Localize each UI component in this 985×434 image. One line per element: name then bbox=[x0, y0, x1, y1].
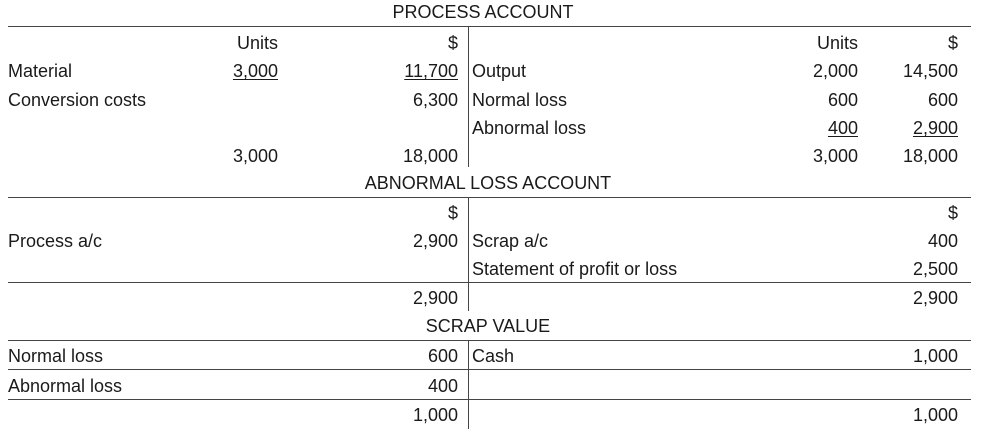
scrap-totals-rule bbox=[8, 399, 971, 400]
abnormal-credit-row-label: Scrap a/c bbox=[472, 231, 549, 251]
process-credit-row-units: 400 bbox=[827, 118, 858, 138]
process-account-rule bbox=[8, 26, 971, 27]
scrap-debit-row-amount: 400 bbox=[427, 376, 458, 396]
scrap-value-title: SCRAP VALUE bbox=[425, 316, 551, 336]
scrap-debit-row-label: Normal loss bbox=[8, 346, 104, 366]
process-debit-row-label: Conversion costs bbox=[8, 90, 147, 110]
abnormal-credit-row-amount: 2,500 bbox=[912, 259, 958, 279]
abnormal-debit-total-amount: 2,900 bbox=[412, 288, 458, 308]
abnormal-credit-amount-header: $ bbox=[947, 203, 958, 223]
abnormal-debit-row-amount: 2,900 bbox=[412, 231, 458, 251]
process-credit-row-units: 600 bbox=[827, 90, 858, 110]
abnormal-credit-row-amount: 400 bbox=[927, 231, 958, 251]
scrap-value-rule bbox=[8, 340, 971, 341]
process-credit-units-header: Units bbox=[816, 33, 858, 53]
abnormal-credit-row-label: Statement of profit or loss bbox=[472, 259, 678, 279]
abnormal-debit-amount-header: $ bbox=[447, 203, 458, 223]
abnormal-totals-rule bbox=[8, 282, 971, 283]
process-account-divider bbox=[468, 27, 469, 167]
scrap-credit-row-label: Cash bbox=[472, 346, 515, 366]
process-credit-row-amount: 14,500 bbox=[902, 61, 958, 81]
abnormal-loss-account-divider bbox=[468, 198, 469, 311]
process-debit-amount-header: $ bbox=[447, 33, 458, 53]
process-credit-total-amount: 18,000 bbox=[902, 146, 958, 166]
abnormal-loss-account-rule bbox=[8, 197, 971, 198]
scrap-row-rule bbox=[8, 369, 971, 370]
scrap-credit-row-amount: 1,000 bbox=[912, 346, 958, 366]
process-credit-row-amount: 600 bbox=[927, 90, 958, 110]
process-credit-row-amount: 2,900 bbox=[912, 118, 958, 138]
process-credit-row-label: Abnormal loss bbox=[472, 118, 587, 138]
process-credit-row-units: 2,000 bbox=[812, 61, 858, 81]
process-debit-row-label: Material bbox=[8, 61, 73, 81]
scrap-debit-row-amount: 600 bbox=[427, 346, 458, 366]
process-debit-row-amount: 11,700 bbox=[404, 61, 458, 81]
process-debit-total-amount: 18,000 bbox=[402, 146, 458, 166]
abnormal-debit-row-label: Process a/c bbox=[8, 231, 103, 251]
process-credit-total-units: 3,000 bbox=[812, 146, 858, 166]
process-debit-row-amount: 6,300 bbox=[412, 90, 458, 110]
abnormal-loss-account-title: ABNORMAL LOSS ACCOUNT bbox=[364, 173, 612, 193]
process-credit-row-label: Normal loss bbox=[472, 90, 568, 110]
process-debit-units-header: Units bbox=[236, 33, 278, 53]
process-debit-total-units: 3,000 bbox=[232, 146, 278, 166]
scrap-value-divider bbox=[468, 341, 469, 429]
scrap-debit-total-amount: 1,000 bbox=[412, 405, 458, 425]
process-debit-row-units: 3,000 bbox=[232, 61, 278, 81]
process-account-title: PROCESS ACCOUNT bbox=[392, 2, 574, 22]
scrap-debit-row-label: Abnormal loss bbox=[8, 376, 123, 396]
process-credit-amount-header: $ bbox=[947, 33, 958, 53]
scrap-credit-total-amount: 1,000 bbox=[912, 405, 958, 425]
process-credit-row-label: Output bbox=[472, 61, 527, 81]
abnormal-credit-total-amount: 2,900 bbox=[912, 288, 958, 308]
